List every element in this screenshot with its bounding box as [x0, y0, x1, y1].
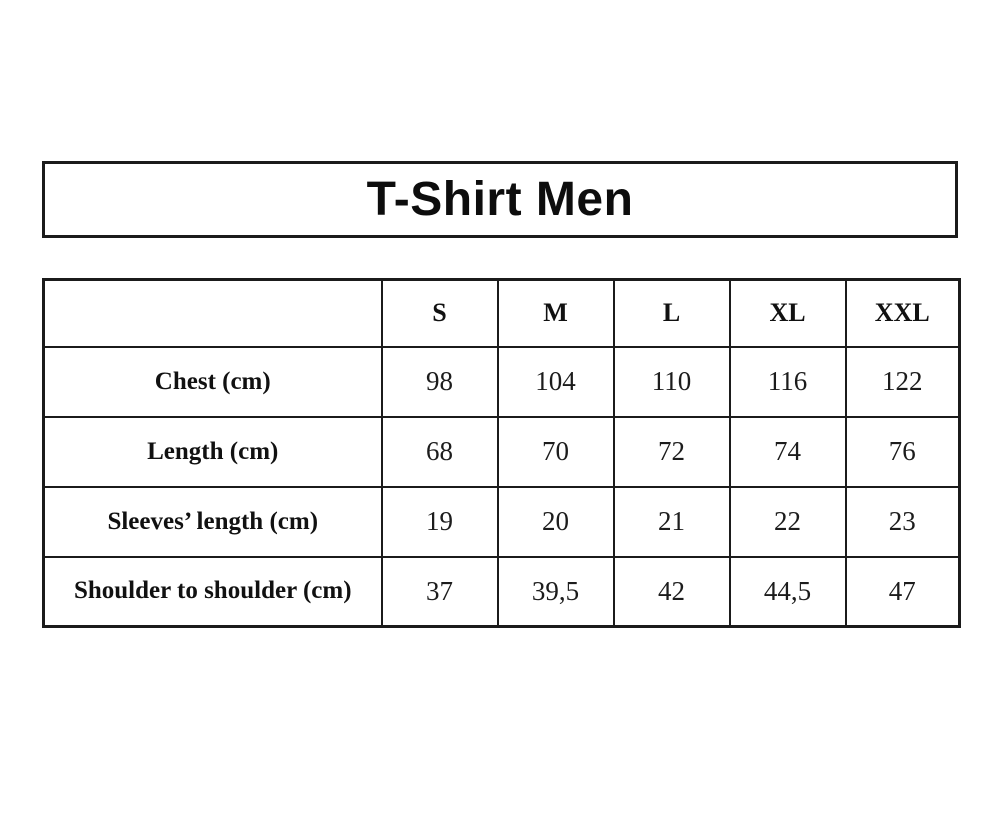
table-cell: 47 [846, 557, 960, 627]
table-cell: 70 [498, 417, 614, 487]
table-cell: 110 [614, 347, 730, 417]
size-column-header-m: M [498, 280, 614, 347]
table-cell: 68 [382, 417, 498, 487]
size-column-header-xl: XL [730, 280, 846, 347]
table-cell: 76 [846, 417, 960, 487]
row-label-sleeves-length: Sleeves’ length (cm) [44, 487, 382, 557]
table-cell: 19 [382, 487, 498, 557]
table-cell: 122 [846, 347, 960, 417]
row-label-shoulder-to-shoulder: Shoulder to shoulder (cm) [44, 557, 382, 627]
size-column-header-l: L [614, 280, 730, 347]
size-header-row [44, 280, 960, 347]
table-cell: 72 [614, 417, 730, 487]
table-row-length [44, 417, 960, 487]
row-label-chest: Chest (cm) [44, 347, 382, 417]
table-cell: 20 [498, 487, 614, 557]
empty-corner-cell [44, 280, 382, 347]
page-title: T-Shirt Men [366, 173, 634, 226]
size-column-header-s: S [382, 280, 498, 347]
table-cell: 21 [614, 487, 730, 557]
title-box [42, 161, 958, 238]
table-cell: 37 [382, 557, 498, 627]
table-cell: 23 [846, 487, 960, 557]
table-cell: 116 [730, 347, 846, 417]
table-row-shoulder-to-shoulder [44, 557, 960, 627]
table-cell: 44,5 [730, 557, 846, 627]
size-column-header-xxl: XXL [846, 280, 960, 347]
size-table [42, 278, 961, 628]
table-cell: 98 [382, 347, 498, 417]
table-cell: 74 [730, 417, 846, 487]
table-row-chest [44, 347, 960, 417]
table-cell: 22 [730, 487, 846, 557]
row-label-length: Length (cm) [44, 417, 382, 487]
table-row-sleeves-length [44, 487, 960, 557]
table-cell: 104 [498, 347, 614, 417]
table-cell: 42 [614, 557, 730, 627]
table-cell: 39,5 [498, 557, 614, 627]
